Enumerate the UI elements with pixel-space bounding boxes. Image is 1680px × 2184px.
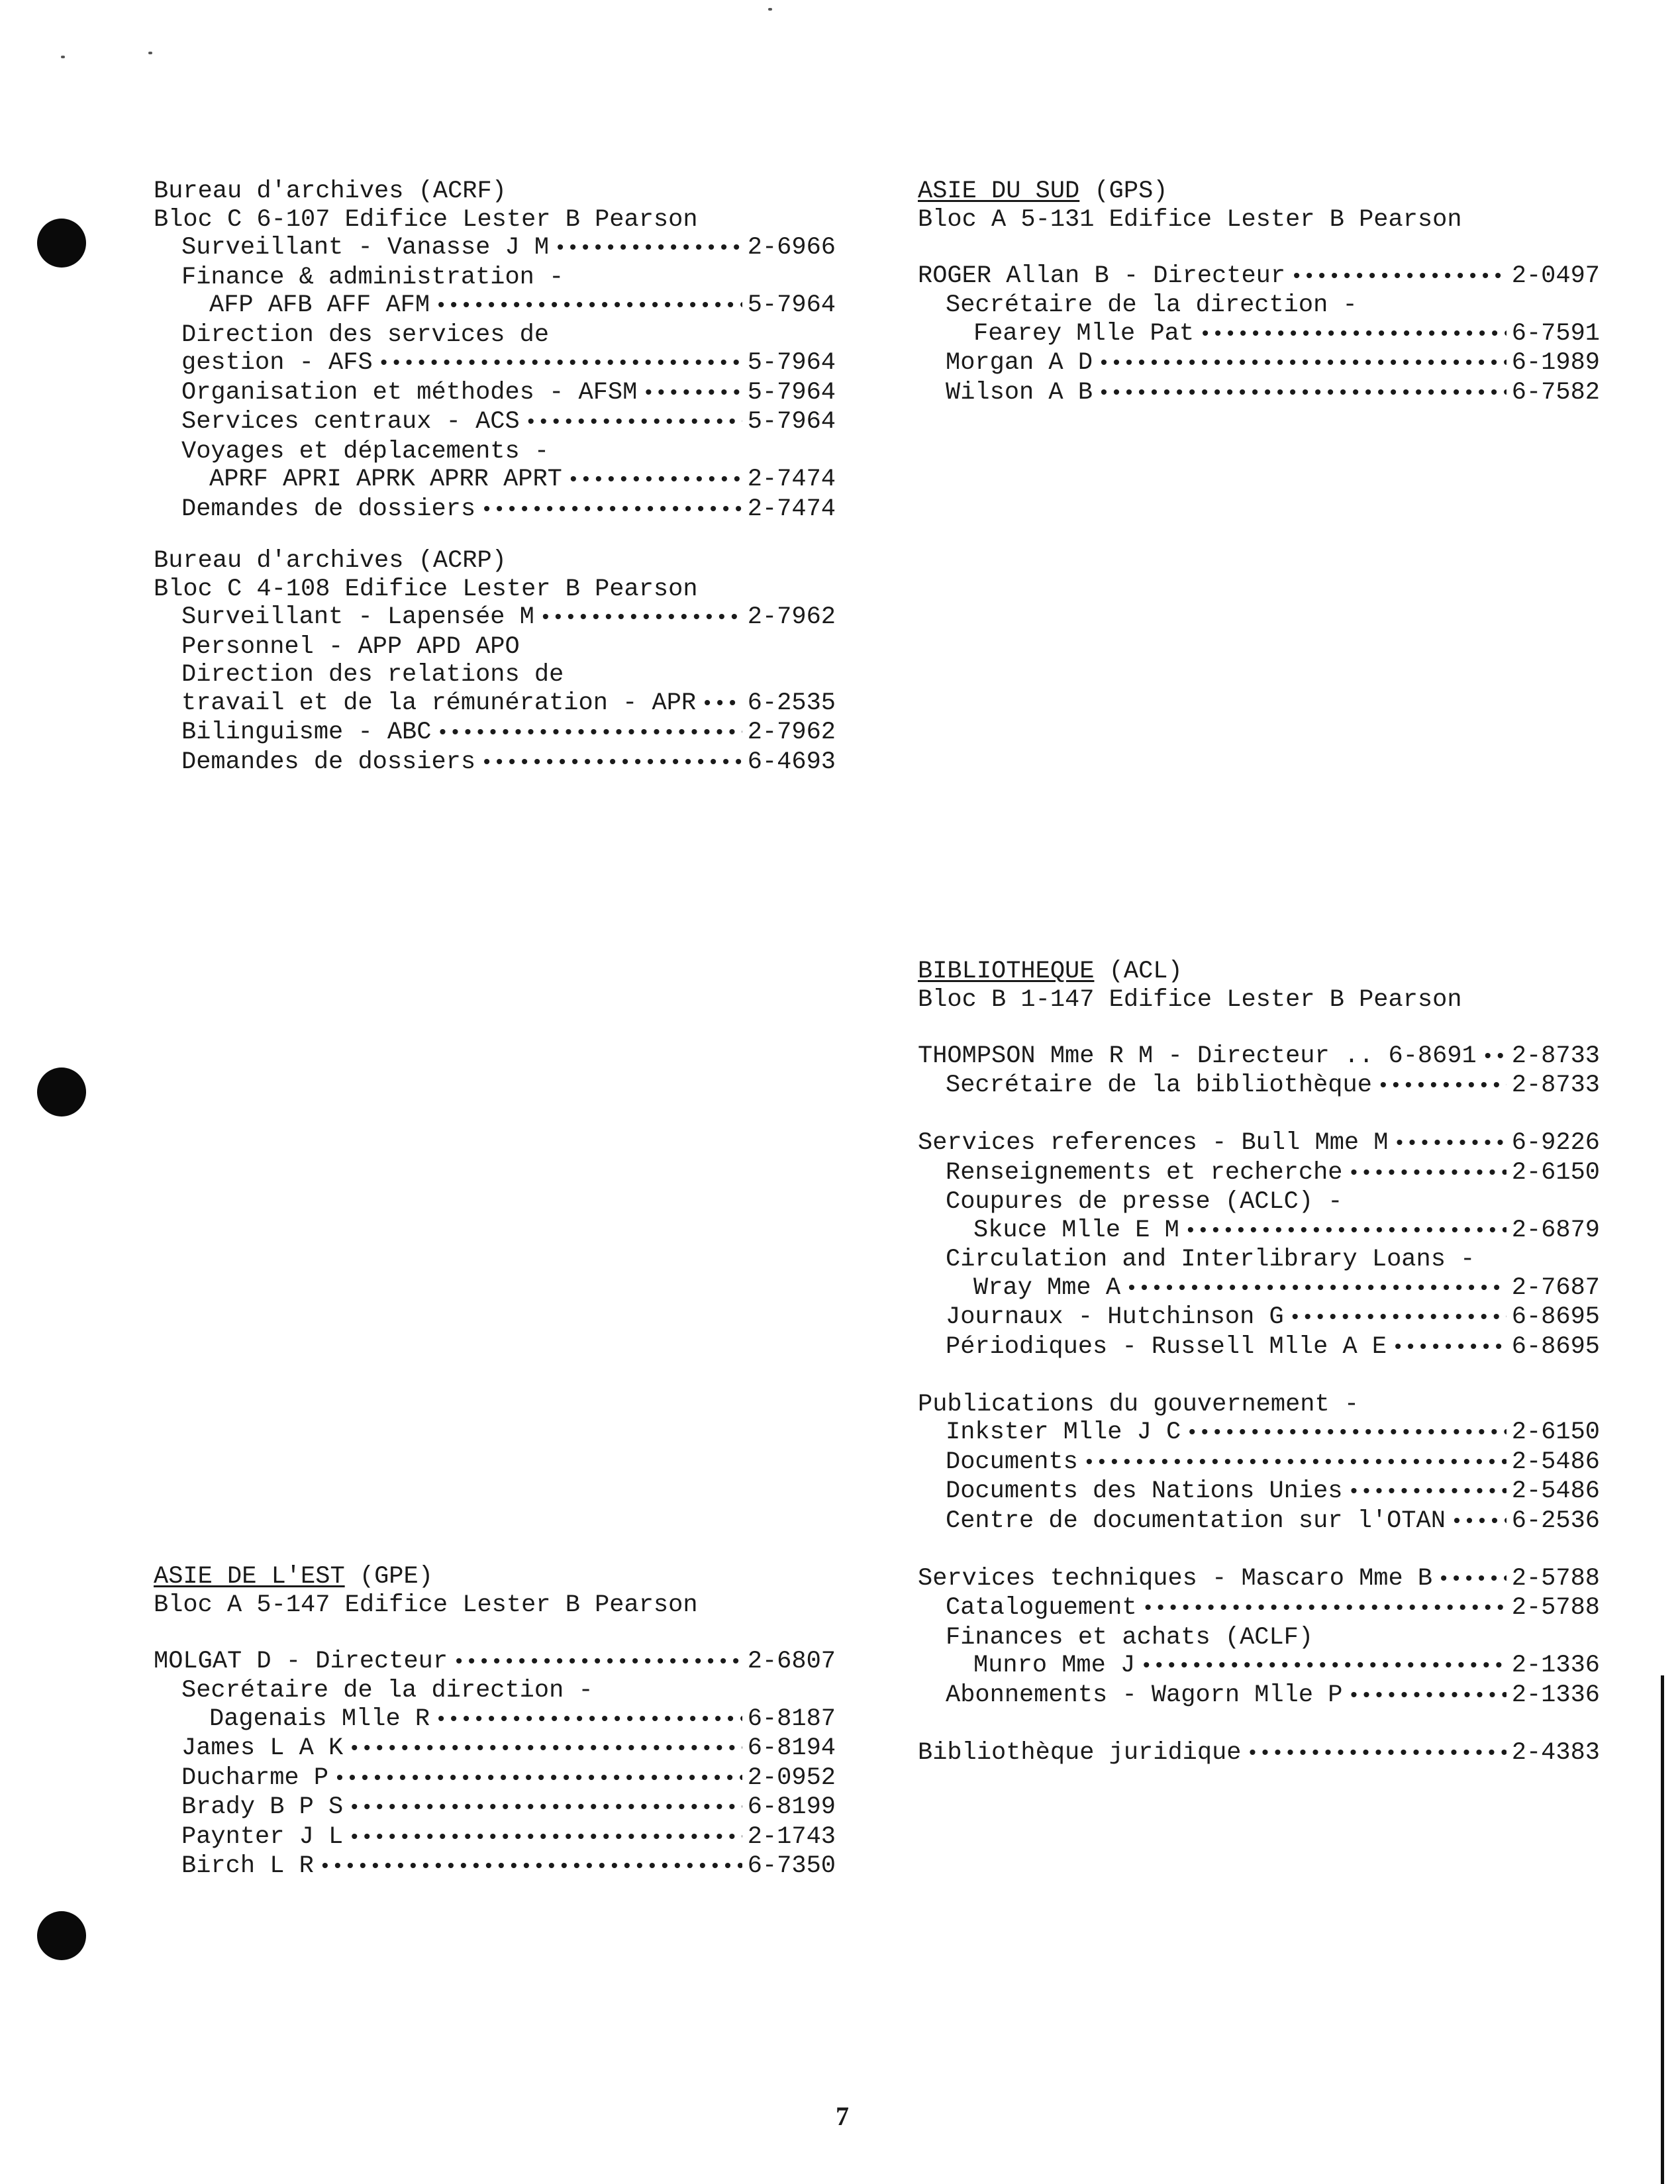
directory-entry: Fearey Mlle Pat ••••• 6-7591 <box>918 320 1600 350</box>
directory-entry: Direction des relations de <box>181 661 564 689</box>
phone-number: 6-7591 <box>1511 319 1600 348</box>
directory-entry: Secrétaire de la direction - <box>181 1677 593 1705</box>
section-asie-de-l-est <box>154 1563 836 1882</box>
directory-entry: travail et de la rémunération - APR ••••• 6-2535 <box>154 689 836 719</box>
directory-entry: Morgan A D ••••• 6-1989 <box>918 349 1600 379</box>
phone-number: 2-0952 <box>747 1763 836 1792</box>
directory-entry: gestion - AFS ••••• 5-7964 <box>154 349 836 379</box>
directory-entry: Centre de documentation sur l'OTAN ••••• 6-2536 <box>918 1507 1600 1537</box>
phone-number: 5-7964 <box>747 408 836 436</box>
phone-number: 6-4693 <box>747 748 836 776</box>
directory-entry: Documents ••••• 2-5486 <box>918 1448 1600 1478</box>
section-location: Bloc A 5-147 Edifice Lester B Pearson <box>154 1591 698 1619</box>
section-location: Bloc C 6-107 Edifice Lester B Pearson <box>154 205 698 234</box>
directory-entry: THOMPSON Mme R M - Directeur .. 6-8691 ••••• 2-8733 <box>918 1042 1600 1072</box>
directory-entry: Services techniques - Mascaro Mme B ••••• 2-5788 <box>918 1565 1600 1595</box>
directory-entry: Skuce Mlle E M ••••• 2-6879 <box>918 1216 1600 1246</box>
directory-entry: Wray Mme A ••••• 2-7687 <box>918 1274 1600 1304</box>
section-location: Bloc A 5-131 Edifice Lester B Pearson <box>918 205 1462 234</box>
section-title: ASIE DU SUD (GPS) <box>918 177 1168 205</box>
section-location: Bloc C 4-108 Edifice Lester B Pearson <box>154 575 698 603</box>
directory-entry: Documents des Nations Unies ••••• 2-5486 <box>918 1477 1600 1507</box>
phone-number: 2-8733 <box>1511 1042 1600 1070</box>
section-title: Bureau d'archives (ACRF) <box>154 177 507 205</box>
directory-entry: James L A K ••••• 6-8194 <box>154 1734 836 1764</box>
directory-entry: Services references - Bull Mme M ••••• 6-9226 <box>918 1129 1600 1159</box>
phone-number: 6-8695 <box>1511 1332 1600 1361</box>
directory-entry: Ducharme P ••••• 2-0952 <box>154 1764 836 1794</box>
phone-number: 2-0497 <box>1511 262 1600 290</box>
directory-entry: APRF APRI APRK APRR APRT ••••• 2-7474 <box>154 466 836 495</box>
directory-entry: Brady B P S ••••• 6-8199 <box>154 1793 836 1823</box>
phone-number: 2-5486 <box>1511 1448 1600 1476</box>
phone-number: 2-4383 <box>1511 1738 1600 1767</box>
scan-speck <box>61 56 65 58</box>
directory-entry: Direction des services de <box>181 321 550 349</box>
phone-number: 2-5788 <box>1511 1564 1600 1593</box>
phone-number: 5-7964 <box>747 378 836 407</box>
directory-entry: Surveillant - Vanasse J M ••••• 2-6966 <box>154 234 836 264</box>
section-bureau-archives-acrp <box>154 547 836 777</box>
directory-entry: Renseignements et recherche ••••• 2-6150 <box>918 1159 1600 1189</box>
directory-entry: ROGER Allan B - Directeur ••••• 2-0497 <box>918 262 1600 292</box>
directory-entry: Circulation and Interlibrary Loans - <box>946 1246 1475 1273</box>
phone-number: 6-8695 <box>1511 1303 1600 1331</box>
directory-entry: Bilinguisme - ABC ••••• 2-7962 <box>154 719 836 748</box>
directory-entry: Demandes de dossiers ••••• 2-7474 <box>154 495 836 525</box>
phone-number: 2-1743 <box>747 1822 836 1851</box>
phone-number: 6-8199 <box>747 1793 836 1821</box>
section-bibliotheque <box>918 958 1600 1768</box>
phone-number: 6-9226 <box>1511 1129 1600 1157</box>
directory-entry: Organisation et méthodes - AFSM ••••• 5-7964 <box>154 379 836 409</box>
directory-entry: Bibliothèque juridique ••••• 2-4383 <box>918 1739 1600 1769</box>
phone-number: 6-7350 <box>747 1852 836 1880</box>
directory-entry: Publications du gouvernement - <box>918 1390 1359 1418</box>
section-title: BIBLIOTHEQUE (ACL) <box>918 958 1183 985</box>
directory-entry: Cataloguement ••••• 2-5788 <box>918 1594 1600 1624</box>
phone-number: 2-6150 <box>1511 1418 1600 1446</box>
page-number: 7 <box>836 2101 849 2131</box>
directory-entry: Abonnements - Wagorn Mlle P ••••• 2-1336 <box>918 1681 1600 1711</box>
directory-entry: Personnel - APP APD APO <box>181 632 520 661</box>
directory-entry: Secrétaire de la direction - <box>946 291 1358 319</box>
phone-number: 2-6150 <box>1511 1158 1600 1187</box>
section-title: Bureau d'archives (ACRP) <box>154 547 507 575</box>
directory-entry: Paynter J L ••••• 2-1743 <box>154 1823 836 1853</box>
binder-hole-top <box>37 219 86 268</box>
phone-number: 2-6966 <box>747 234 836 262</box>
phone-number: 2-6879 <box>1511 1216 1600 1244</box>
directory-entry: Surveillant - Lapensée M ••••• 2-7962 <box>154 603 836 633</box>
phone-number: 5-7964 <box>747 349 836 377</box>
phone-number: 5-7964 <box>747 291 836 319</box>
phone-number: 6-2535 <box>747 689 836 717</box>
binder-hole-bottom <box>37 1911 86 1960</box>
section-asie-du-sud <box>918 177 1600 408</box>
directory-entry: Demandes de dossiers ••••• 6-4693 <box>154 748 836 778</box>
phone-number: 2-7687 <box>1511 1273 1600 1302</box>
phone-number: 6-8194 <box>747 1734 836 1762</box>
phone-number: 2-5788 <box>1511 1594 1600 1622</box>
scan-speck <box>148 52 152 54</box>
directory-entry: Coupures de presse (ACLC) - <box>946 1188 1343 1216</box>
phone-number: 2-7962 <box>747 719 836 746</box>
phone-number: 2-6807 <box>747 1647 836 1675</box>
section-bureau-archives-acrf <box>154 177 836 524</box>
section-location: Bloc B 1-147 Edifice Lester B Pearson <box>918 985 1462 1014</box>
directory-entry: Wilson A B ••••• 6-7582 <box>918 379 1600 409</box>
phone-number: 2-7474 <box>747 466 836 493</box>
directory-entry: Dagenais Mlle R ••••• 6-8187 <box>154 1705 836 1735</box>
directory-entry: Journaux - Hutchinson G ••••• 6-8695 <box>918 1303 1600 1333</box>
phone-number: 2-1336 <box>1511 1681 1600 1709</box>
phone-number: 2-5486 <box>1511 1477 1600 1505</box>
scan-speck <box>768 8 772 11</box>
directory-entry: Périodiques - Russell Mlle A E ••••• 6-8695 <box>918 1333 1600 1363</box>
binder-hole-middle <box>37 1067 86 1117</box>
phone-number: 2-7474 <box>747 495 836 523</box>
directory-entry: MOLGAT D - Directeur ••••• 2-6807 <box>154 1648 836 1677</box>
phone-number: 6-2536 <box>1511 1507 1600 1535</box>
section-title: ASIE DE L'EST (GPE) <box>154 1563 433 1591</box>
directory-entry: Finance & administration - <box>181 263 564 291</box>
directory-entry: Munro Mme J ••••• 2-1336 <box>918 1652 1600 1681</box>
directory-entry: Services centraux - ACS ••••• 5-7964 <box>154 408 836 438</box>
directory-entry: Finances et achats (ACLF) <box>946 1623 1314 1652</box>
directory-entry: Secrétaire de la bibliothèque ••••• 2-8733 <box>918 1071 1600 1101</box>
directory-entry: AFP AFB AFF AFM ••••• 5-7964 <box>154 291 836 321</box>
directory-entry: Birch L R ••••• 6-7350 <box>154 1852 836 1882</box>
page-edge-shadow <box>1661 1675 1664 2184</box>
phone-number: 6-8187 <box>747 1705 836 1733</box>
phone-number: 2-1336 <box>1511 1652 1600 1679</box>
phone-number: 2-7962 <box>747 603 836 631</box>
phone-number: 6-1989 <box>1511 349 1600 377</box>
phone-number: 2-8733 <box>1511 1071 1600 1099</box>
phone-number: 6-7582 <box>1511 378 1600 407</box>
directory-entry: Inkster Mlle J C ••••• 2-6150 <box>918 1418 1600 1448</box>
directory-entry: Voyages et déplacements - <box>181 437 550 466</box>
